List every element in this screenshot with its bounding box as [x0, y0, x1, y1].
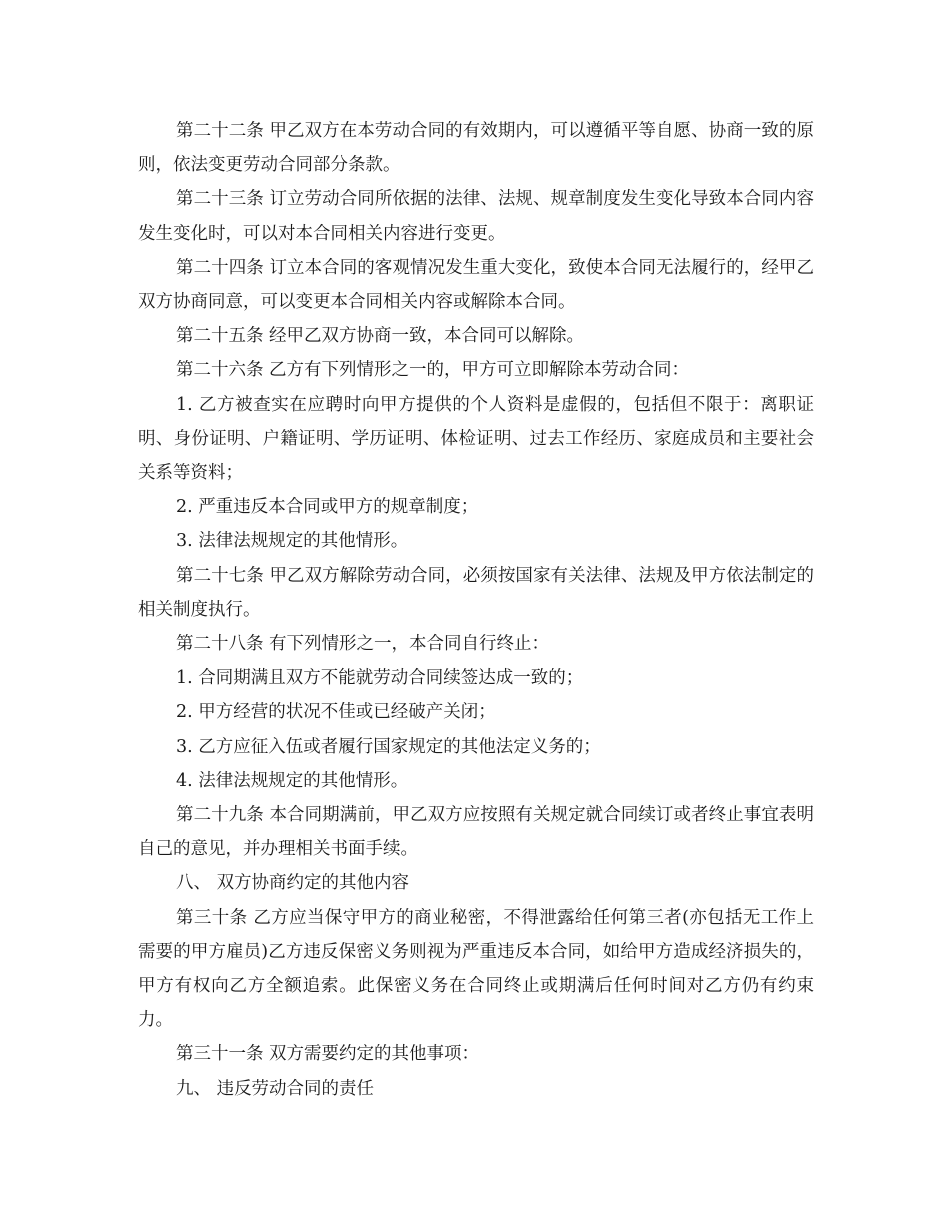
article-29: 第二十九条 本合同期满前，甲乙双方应按照有关规定就合同续订或者终止事宜表明自己的意见，并办理相关书面手续。	[138, 805, 814, 860]
section-9-heading: 九、 违反劳动合同的责任	[176, 1078, 375, 1099]
article-28-item-3: 3. 乙方应征入伍或者履行国家规定的其他法定义务的；	[176, 736, 601, 757]
article-26: 第二十六条 乙方有下列情形之一的，甲方可立即解除本劳动合同：	[176, 360, 690, 381]
document-page	[138, 114, 814, 1106]
article-26-item-3: 3. 法律法规规定的其他情形。	[176, 531, 409, 552]
article-22: 第二十二条 甲乙双方在本劳动合同的有效期内，可以遵循平等自愿、协商一致的原则，依法变更劳动合同部分条款。	[138, 121, 814, 176]
article-26-item-2: 2. 严重违反本合同或甲方的规章制度；	[176, 497, 479, 518]
article-28-item-1: 1. 合同期满且双方不能就劳动合同续签达成一致的；	[176, 668, 584, 689]
article-27: 第二十七条 甲乙双方解除劳动合同，必须按国家有关法律、法规及甲方依法制定的相关制度执行。	[138, 565, 814, 620]
article-25: 第二十五条 经甲乙双方协商一致，本合同可以解除。	[176, 326, 585, 347]
article-26-item-1: 1. 乙方被查实在应聘时向甲方提供的个人资料是虚假的，包括但不限于：离职证明、身份证明、户籍证明、学历证明、体检证明、过去工作经历、家庭成员和主要社会关系等资料；	[138, 394, 814, 484]
article-28-item-4: 4. 法律法规规定的其他情形。	[176, 770, 409, 791]
article-31: 第三十一条 双方需要约定的其他事项：	[176, 1044, 480, 1065]
article-30: 第三十条 乙方应当保守甲方的商业秘密，不得泄露给任何第三者(亦包括无工作上需要的甲方雇员)乙方违反保密义务则视为严重违反本合同，如给甲方造成经济损失的，甲方有权向乙方全额追索。此保密义务在合同终止或期满后任何时间对乙方仍有约束力。	[138, 907, 814, 1031]
article-28-item-2: 2. 甲方经营的状况不佳或已经破产关闭；	[176, 702, 496, 723]
article-23: 第二十三条 订立劳动合同所依据的法律、法规、规章制度发生变化导致本合同内容发生变化时，可以对本合同相关内容进行变更。	[138, 189, 814, 244]
article-24: 第二十四条 订立本合同的客观情况发生重大变化，致使本合同无法履行的，经甲乙双方协商同意，可以变更本合同相关内容或解除本合同。	[138, 257, 814, 313]
section-8-heading: 八、 双方协商约定的其他内容	[176, 873, 410, 894]
article-28: 第二十八条 有下列情形之一，本合同自行终止：	[176, 634, 550, 655]
